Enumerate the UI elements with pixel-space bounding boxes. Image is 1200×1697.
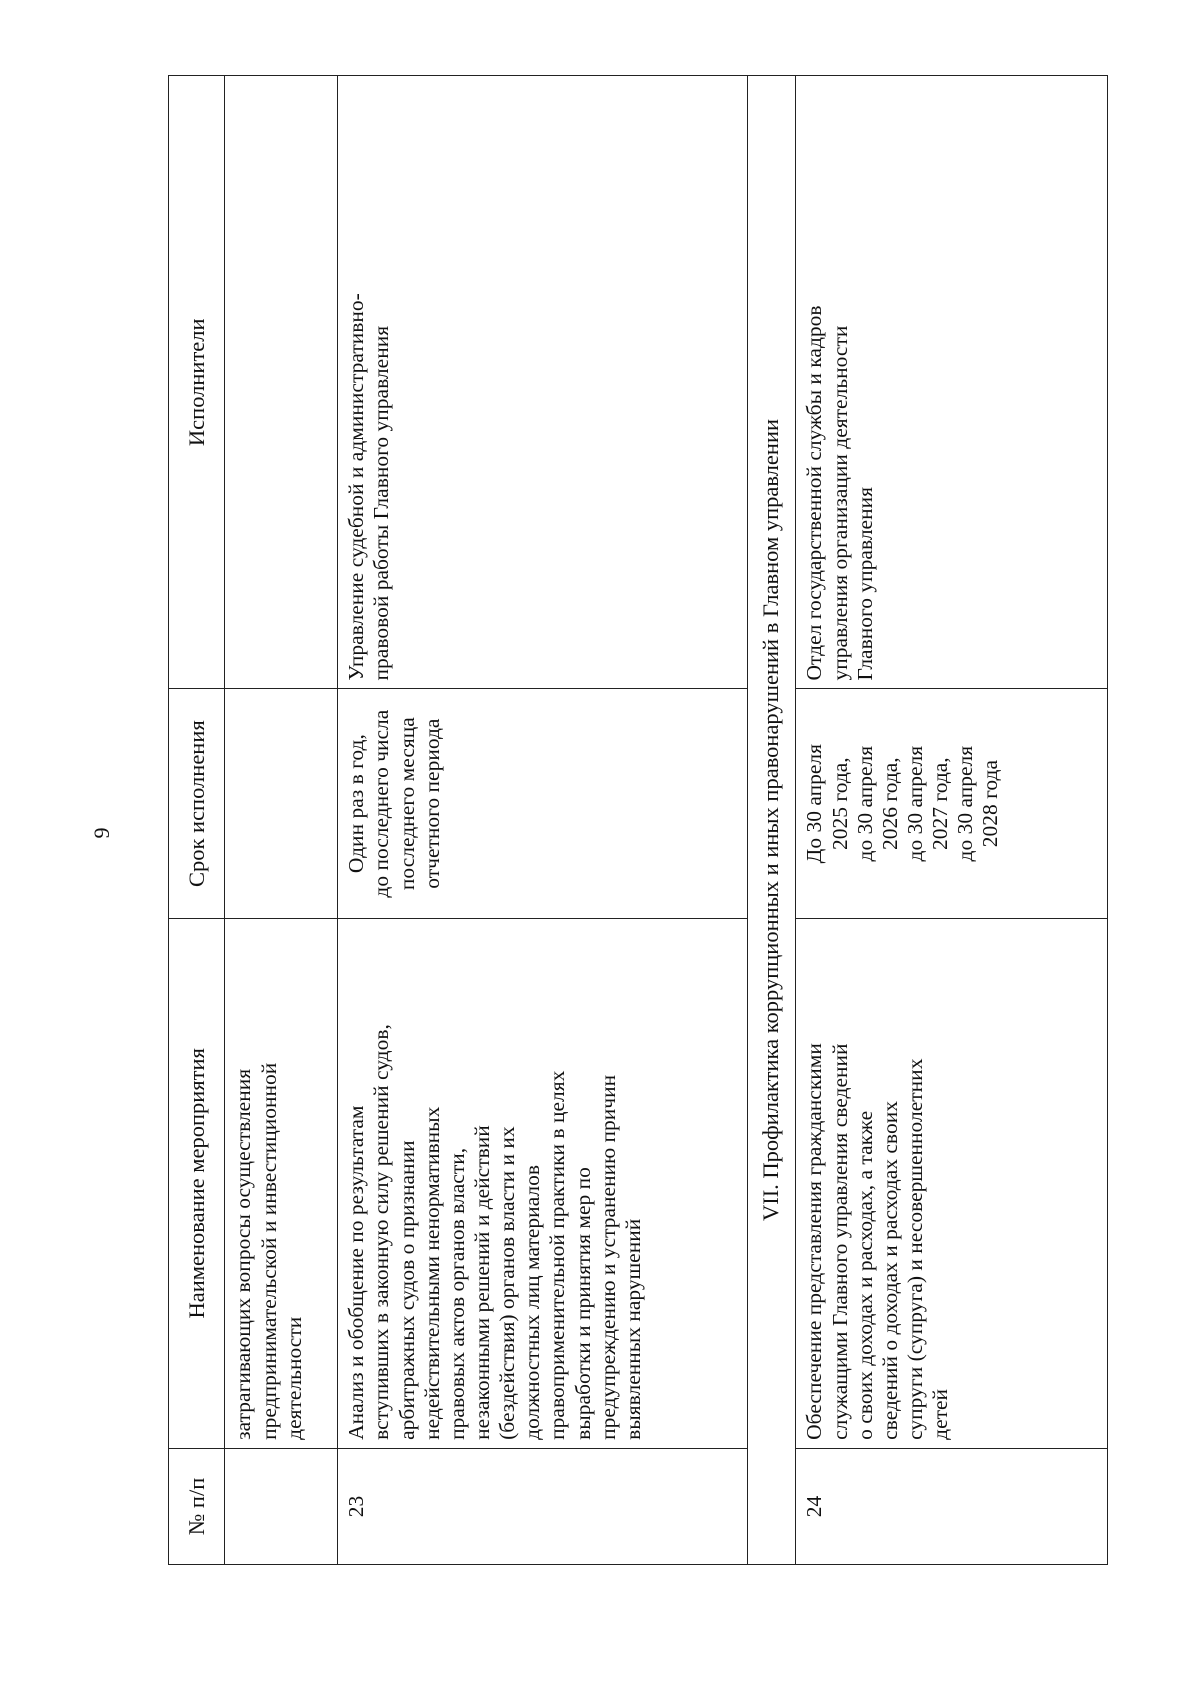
- header-num: № п/п: [169, 1448, 225, 1564]
- page-number: 9: [89, 827, 114, 839]
- cell-executors: [225, 76, 338, 689]
- header-term: Срок исполнения: [169, 689, 225, 918]
- cell-num: 24: [796, 1448, 1108, 1564]
- section-heading-row: [747, 76, 796, 1565]
- cell-name: Анализ и обобщение по результатам вступивших в законную силу решений судов, арбитражных судов о признании недействительными ненормативных правовых актов органов власти, незаконными решений и действий (бездействия) органов власти и их должностных лиц материалов правоприменительной практики в целях выработки и принятия мер по предупреждению и устранению причин выявленных нарушений: [338, 918, 747, 1448]
- cell-name: затрагивающих вопросы осуществления предпринимательской и инвестиционной деятельности: [225, 918, 338, 1448]
- table-row-continued: [225, 76, 338, 1565]
- cell-term: До 30 апреля 2025 года, до 30 апреля 2026 года, до 30 апреля 2027 года, до 30 апреля 2028 года: [796, 689, 1108, 918]
- table-row-23: [338, 76, 747, 1565]
- table-header-row: [169, 76, 225, 1565]
- rotated-table-wrapper: [168, 75, 1108, 1565]
- table-row-24: [796, 76, 1108, 1565]
- cell-executors: Отдел государственной службы и кадров управления организации деятельности Главного управления: [796, 76, 1108, 689]
- cell-num: [225, 1448, 338, 1564]
- cell-num: 23: [338, 1448, 747, 1564]
- header-name: Наименование мероприятия: [169, 918, 225, 1448]
- section-heading: VII. Профилактика коррупционных и иных правонарушений в Главном управлении: [747, 76, 796, 1565]
- cell-term: [225, 689, 338, 918]
- action-plan-table: [168, 75, 1108, 1565]
- cell-term: Один раз в год, до последнего числа последнего месяца отчетного периода: [338, 689, 747, 918]
- header-executors: Исполнители: [169, 76, 225, 689]
- cell-name: Обеспечение представления гражданскими служащими Главного управления сведений о своих доходах и расходах, а также сведений о доходах и расходах своих супруги (супруга) и несовершеннолетних детей: [796, 918, 1108, 1448]
- cell-executors: Управление судебной и административно- правовой работы Главного управления: [338, 76, 747, 689]
